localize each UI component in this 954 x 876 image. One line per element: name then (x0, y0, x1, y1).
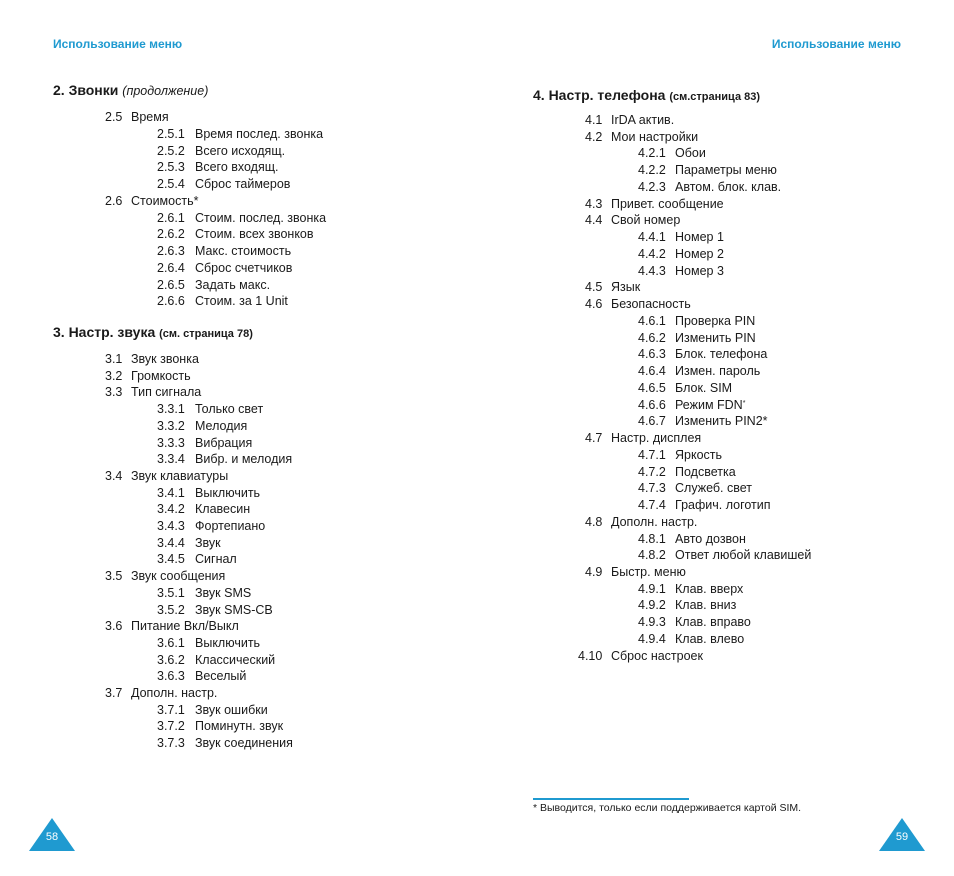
menu-item-label: Мелодия (195, 418, 248, 433)
menu-item-label: Авто дозвон (675, 531, 746, 546)
menu-item-label: Громкость (131, 368, 191, 383)
menu-item-label: Измен. пароль (675, 364, 761, 379)
menu-item-3-4-2 (157, 501, 250, 517)
menu-item-label: Клав. вниз (675, 598, 737, 613)
menu-item-number: 4.6.7 (638, 414, 666, 429)
menu-item-4-6-5 (638, 380, 732, 396)
menu-item-3-3-3 (157, 435, 252, 451)
menu-item-4-8 (585, 514, 697, 530)
menu-item-number: 3.7.1 (157, 702, 185, 717)
menu-item-number: 4.2 (585, 129, 603, 144)
right-page (477, 0, 954, 876)
menu-item-number: 4.6.5 (638, 380, 666, 395)
menu-item-label: Номер 2 (675, 246, 724, 261)
menu-item-number: 4.5 (585, 280, 603, 295)
menu-item-number: 2.5.2 (157, 143, 185, 158)
menu-item-number: 4.9 (585, 564, 603, 579)
menu-item-label: Параметры меню (675, 163, 777, 178)
menu-item-number: 3.3.2 (157, 418, 185, 433)
menu-item-label: Клавесин (195, 502, 251, 517)
menu-item-number: 4.2.2 (638, 163, 666, 178)
menu-item-3-6-1 (157, 635, 260, 651)
menu-item-label: Стоим. всех звонков (195, 227, 314, 242)
menu-item-label: Стоимость* (131, 193, 199, 208)
section-ref-phone: (см.страница 83) (669, 91, 761, 103)
menu-item-3-5-2 (157, 602, 273, 618)
menu-item-2-6-6 (157, 293, 288, 309)
menu-item-label: IrDA актив. (611, 113, 675, 127)
menu-item-4-2-2 (638, 162, 777, 178)
menu-item-3-7-2 (157, 718, 283, 734)
menu-item-label: Выключить (195, 485, 261, 500)
menu-item-3-6 (105, 618, 239, 634)
menu-item-number: 4.9.2 (638, 598, 666, 613)
menu-item-label: Служеб. свет (675, 481, 753, 496)
menu-item-3-4-1 (157, 485, 260, 501)
menu-item-label: Клав. вправо (675, 615, 751, 630)
menu-item-number: 4.10 (578, 648, 603, 663)
menu-item-number: 4.8.2 (638, 548, 666, 563)
menu-item-label: Яркость (675, 447, 723, 462)
menu-item-label: Время (131, 110, 169, 124)
section-heading-calls (53, 82, 208, 98)
menu-item-label: Язык (611, 280, 641, 295)
section-heading-sound (53, 324, 253, 340)
menu-item-2-6-5 (157, 277, 270, 293)
menu-item-label: Изменить PIN (675, 330, 756, 345)
menu-item-number: 2.6.2 (157, 227, 185, 242)
menu-item-3-5-1 (157, 585, 251, 601)
menu-item-4-2 (585, 129, 698, 145)
footnote: * Выводится, только если поддерживается картой SIM. (533, 802, 802, 814)
menu-item-label: Обои (675, 146, 706, 161)
menu-item-2-6 (105, 193, 198, 209)
menu-item-label: Звук SMS (195, 585, 252, 600)
menu-item-number: 4.4 (585, 213, 603, 228)
menu-item-2-5-1 (157, 126, 323, 142)
menu-item-number: 3.3.1 (157, 402, 185, 417)
menu-item-label: Вибрация (195, 435, 253, 450)
menu-item-label: Время послед. звонка (195, 126, 324, 141)
menu-item-number: 4.9.4 (638, 631, 666, 646)
menu-item-label: Привет. сообщение (611, 196, 724, 211)
menu-item-number: 4.7 (585, 431, 603, 446)
menu-item-number: 3.6.1 (157, 635, 185, 650)
footnote-mark: * (742, 399, 746, 407)
menu-item-label: Подсветка (675, 464, 736, 479)
menu-item-4-6-1 (638, 313, 755, 329)
menu-item-4-6-7 (638, 413, 768, 429)
menu-item-2-6-1 (157, 210, 326, 226)
menu-item-label: Звук ошибки (195, 702, 268, 717)
running-head-left: Использование меню (53, 37, 183, 51)
menu-item-number: 4.1 (585, 113, 603, 127)
menu-item-2-6-3 (157, 243, 291, 259)
menu-item-number: 2.6.5 (157, 277, 185, 292)
section-continuation: (продолжение) (122, 84, 209, 98)
menu-item-label: Макс. стоимость (195, 244, 292, 258)
menu-item-label: Дополн. настр. (611, 514, 698, 529)
menu-item-number: 2.6.1 (157, 210, 185, 225)
menu-item-number: 4.6.6 (638, 397, 666, 412)
menu-item-number: 2.5.1 (157, 126, 185, 141)
section-title-sound: 3. Настр. звука (53, 324, 156, 340)
menu-item-label: Быстр. меню (611, 564, 686, 579)
menu-item-number: 4.4.1 (638, 230, 666, 245)
menu-item-number: 3.1 (105, 352, 123, 366)
menu-item-number: 3.3.4 (157, 452, 185, 467)
menu-item-label: Выключить (195, 635, 261, 650)
menu-item-2-5-4 (157, 176, 290, 192)
menu-item-label: Автом. блок. клав. (675, 179, 782, 194)
menu-item-number: 4.6.2 (638, 330, 666, 345)
menu-item-number: 4.7.3 (638, 481, 666, 496)
menu-item-3-6-3 (157, 668, 246, 684)
menu-item-label: Мои настройки (611, 129, 699, 144)
menu-item-4-2-1 (638, 145, 706, 161)
menu-item-number: 4.4.3 (638, 263, 666, 278)
menu-item-number: 3.7 (105, 686, 123, 700)
menu-item-number: 4.9.1 (638, 581, 666, 596)
menu-item-label: Дополн. настр. (131, 686, 218, 700)
menu-item-label: Сигнал (195, 552, 237, 567)
menu-item-number: 3.7.2 (157, 719, 185, 734)
menu-item-label: Свой номер (611, 213, 681, 228)
menu-item-4-9-2 (638, 597, 736, 613)
menu-item-label: Тип сигнала (131, 385, 202, 400)
menu-item-label: Звук SMS-CB (195, 602, 273, 617)
section-ref-sound: (см. страница 78) (159, 328, 253, 340)
menu-item-4-6-2 (638, 330, 756, 346)
menu-item-number: 3.7.3 (157, 736, 185, 751)
menu-item-number: 2.6 (105, 193, 123, 208)
menu-item-label: Клав. влево (675, 631, 745, 646)
menu-item-number: 4.4.2 (638, 246, 666, 261)
menu-item-3-3-4 (157, 451, 292, 467)
menu-item-label: Стоим. послед. звонка (195, 210, 327, 225)
menu-item-number: 2.6.4 (157, 260, 185, 275)
menu-item-4-1 (585, 112, 674, 128)
menu-item-4-4-3 (638, 263, 724, 279)
menu-item-4-5 (585, 279, 640, 295)
menu-item-label: Номер 3 (675, 263, 724, 278)
menu-item-3-7 (105, 685, 217, 701)
menu-item-number: 2.5.3 (157, 160, 185, 175)
menu-item-3-7-3 (157, 735, 293, 751)
menu-item-4-10 (578, 648, 703, 664)
menu-item-4-6 (585, 296, 691, 312)
menu-item-4-4-1 (638, 229, 724, 245)
menu-item-4-7-1 (638, 447, 722, 463)
menu-item-label: Номер 1 (675, 230, 724, 245)
menu-item-4-4-2 (638, 246, 724, 262)
section-heading-phone (533, 87, 760, 103)
menu-item-2-6-2 (157, 226, 314, 242)
menu-item-label: Вибр. и мелодия (195, 452, 293, 467)
menu-item-3-6-2 (157, 652, 275, 668)
menu-item-4-9-1 (638, 581, 743, 597)
menu-item-number: 2.5 (105, 110, 123, 124)
menu-item-label: Клав. вверх (675, 581, 744, 596)
menu-item-4-7-3 (638, 480, 752, 496)
menu-item-3-3-1 (157, 401, 263, 417)
menu-item-number: 4.6 (585, 297, 603, 312)
menu-item-number: 3.5.2 (157, 602, 185, 617)
menu-item-label: Поминутн. звук (195, 719, 284, 734)
menu-item-number: 4.9.3 (638, 615, 666, 630)
menu-item-number: 3.4.1 (157, 485, 185, 500)
menu-item-3-3-2 (157, 418, 247, 434)
menu-item-2-5-3 (157, 159, 279, 175)
menu-item-number: 3.2 (105, 368, 123, 383)
menu-item-2-6-4 (157, 260, 292, 276)
menu-item-4-8-1 (638, 531, 746, 547)
menu-item-number: 2.6.3 (157, 244, 185, 258)
menu-item-3-2 (105, 368, 191, 384)
menu-item-label: Сброс настроек (611, 648, 703, 663)
menu-item-number: 3.3 (105, 385, 123, 400)
menu-item-label: Блок. SIM (675, 380, 733, 395)
menu-item-number: 2.6.6 (157, 294, 185, 309)
menu-item-label: Безопасность (611, 297, 691, 312)
menu-item-number: 2.5.4 (157, 177, 185, 191)
menu-item-label: Всего исходящ. (195, 143, 286, 158)
menu-item-label: Питание Вкл/Выкл (131, 619, 239, 634)
menu-item-label: Задать макс. (195, 277, 271, 292)
menu-item-3-5 (105, 568, 225, 584)
menu-item-label: Настр. дисплея (611, 431, 702, 446)
menu-item-label: Звук звонка (131, 352, 199, 366)
menu-item-number: 3.4.5 (157, 552, 185, 567)
menu-item-4-3 (585, 196, 724, 212)
menu-item-label: Только свет (195, 402, 264, 417)
menu-item-label: Звук (195, 535, 221, 550)
running-head-right: Использование меню (771, 37, 901, 51)
menu-item-4-8-2 (638, 547, 811, 563)
menu-item-label: Фортепиано (195, 519, 266, 533)
menu-item-4-2-3 (638, 179, 781, 195)
menu-item-4-7-2 (638, 464, 736, 480)
menu-item-number: 4.8.1 (638, 531, 666, 546)
menu-item-label: Сброс таймеров (195, 177, 291, 191)
menu-item-number: 3.4.4 (157, 535, 185, 550)
menu-item-number: 3.4.2 (157, 502, 185, 517)
menu-item-label: Веселый (195, 669, 247, 684)
menu-item-number: 4.3 (585, 196, 603, 211)
menu-item-4-7-4 (638, 497, 771, 513)
menu-item-3-7-1 (157, 702, 268, 718)
menu-item-3-4-5 (157, 551, 237, 567)
section-title-calls: 2. Звонки (53, 82, 119, 98)
menu-item-label: Графич. логотип (675, 498, 771, 513)
menu-item-label: Блок. телефона (675, 347, 768, 362)
menu-item-number: 3.6.2 (157, 652, 185, 667)
menu-item-number: 4.7.2 (638, 464, 666, 479)
menu-item-3-1 (105, 351, 199, 367)
menu-item-label: Стоим. за 1 Unit (195, 294, 288, 309)
menu-item-number: 3.4 (105, 468, 123, 483)
menu-item-number: 3.4.3 (157, 519, 185, 533)
menu-item-label: Звук соединения (195, 736, 293, 751)
menu-item-number: 4.6.3 (638, 347, 666, 362)
menu-item-4-9 (585, 564, 686, 580)
menu-item-2-5-2 (157, 143, 285, 159)
menu-item-3-4-3 (157, 518, 265, 534)
page-number-left: 58 (45, 831, 59, 843)
menu-item-4-6-3 (638, 346, 767, 362)
menu-item-label: Звук сообщения (131, 569, 226, 584)
menu-item-number: 4.8 (585, 514, 603, 529)
menu-item-4-7 (585, 430, 701, 446)
menu-item-number: 4.2.1 (638, 146, 666, 161)
menu-item-label: Всего входящ. (195, 160, 279, 175)
menu-item-3-4-4 (157, 535, 221, 551)
menu-item-label: Классический (195, 652, 276, 667)
menu-item-label: Режим FDN (675, 397, 743, 412)
menu-item-label: Изменить PIN2* (675, 414, 768, 429)
menu-item-number: 4.7.1 (638, 447, 666, 462)
menu-item-number: 3.3.3 (157, 435, 185, 450)
menu-item-number: 3.5.1 (157, 585, 185, 600)
menu-item-3-4 (105, 468, 228, 484)
menu-item-label: Звук клавиатуры (131, 468, 229, 483)
menu-item-4-6-6 (638, 397, 745, 413)
menu-item-4-9-3 (638, 614, 751, 630)
menu-item-4-9-4 (638, 631, 744, 647)
menu-item-label: Ответ любой клавишей (675, 548, 812, 563)
menu-item-number: 3.5 (105, 569, 123, 584)
menu-item-number: 4.6.1 (638, 313, 666, 328)
menu-item-3-3 (105, 384, 201, 400)
menu-item-label: Проверка PIN (675, 313, 756, 328)
menu-item-4-6-4 (638, 363, 760, 379)
menu-item-4-4 (585, 212, 680, 228)
menu-item-2-5 (105, 109, 169, 125)
page-number-right: 59 (895, 831, 909, 843)
menu-item-number: 3.6 (105, 619, 123, 634)
menu-item-label: Сброс счетчиков (195, 260, 293, 275)
menu-item-number: 3.6.3 (157, 669, 185, 684)
menu-item-number: 4.7.4 (638, 498, 666, 513)
footnote-rule (533, 798, 689, 800)
menu-item-number: 4.2.3 (638, 179, 666, 194)
menu-item-number: 4.6.4 (638, 364, 666, 379)
section-title-phone: 4. Настр. телефона (533, 87, 666, 103)
